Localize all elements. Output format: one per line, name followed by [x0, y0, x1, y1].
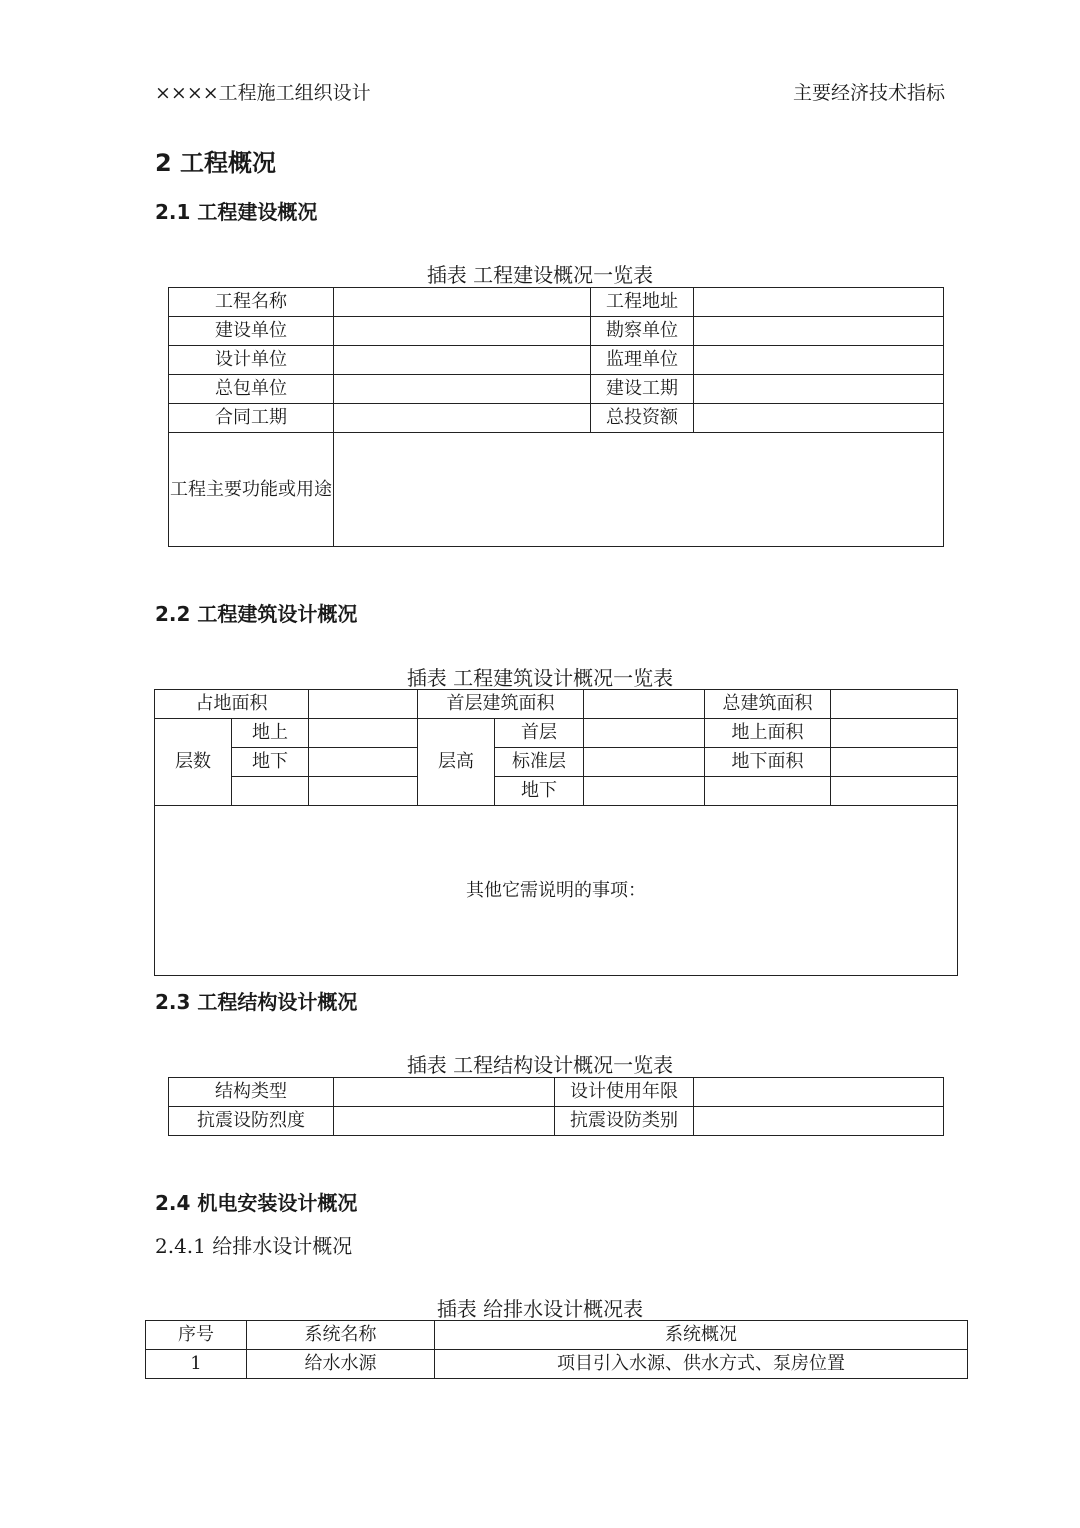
header-section: 主要经济技术指标: [793, 82, 946, 104]
cell-system-name: 给水水源: [247, 1350, 435, 1379]
label-land-area: 占地面积: [155, 690, 309, 719]
value-design-unit[interactable]: [334, 346, 591, 375]
table-3-caption: 插表 工程结构设计概况一览表: [406, 1053, 674, 1077]
value-below-area[interactable]: [831, 748, 958, 777]
value-height-standard[interactable]: [584, 748, 705, 777]
other-notes-label: 其他它需说明的事项：: [466, 879, 646, 901]
structure-table: [168, 1077, 944, 1136]
section-2-2-title: 2.2 工程建筑设计概况: [155, 602, 358, 626]
empty-cell[interactable]: [309, 777, 418, 806]
value-construction-unit[interactable]: [334, 317, 591, 346]
label-seismic-category: 抗震设防类别: [555, 1107, 694, 1136]
table-row: [169, 375, 944, 404]
value-total-investment[interactable]: [694, 404, 944, 433]
label-survey-unit: 勘察单位: [591, 317, 694, 346]
value-seismic-category[interactable]: [694, 1107, 944, 1136]
value-height-below[interactable]: [584, 777, 705, 806]
table-row: [155, 806, 958, 976]
label-below-area: 地下面积: [705, 748, 831, 777]
table-4-caption: 插表 给排水设计概况表: [436, 1297, 644, 1321]
label-supervision-unit: 监理单位: [591, 346, 694, 375]
label-floors: 层数: [155, 719, 232, 806]
label-total-investment: 总投资额: [591, 404, 694, 433]
value-project-address[interactable]: [694, 288, 944, 317]
table-row: [155, 777, 958, 806]
label-main-function: 工程主要功能或用途: [169, 433, 334, 547]
value-seismic-intensity[interactable]: [334, 1107, 555, 1136]
section-2-3-title: 2.3 工程结构设计概况: [155, 990, 358, 1014]
label-height-below: 地下: [495, 777, 584, 806]
empty-cell[interactable]: [705, 777, 831, 806]
label-height-standard: 标准层: [495, 748, 584, 777]
value-design-life[interactable]: [694, 1078, 944, 1107]
water-supply-table: [145, 1320, 968, 1379]
table-row: [169, 1078, 944, 1107]
value-structure-type[interactable]: [334, 1078, 555, 1107]
table-header-row: [146, 1321, 968, 1350]
label-project-name: 工程名称: [169, 288, 334, 317]
value-floors-below[interactable]: [309, 748, 418, 777]
value-general-contractor[interactable]: [334, 375, 591, 404]
label-general-contractor: 总包单位: [169, 375, 334, 404]
header-title: ××××工程施工组织设计: [155, 82, 371, 104]
label-floors-above: 地上: [232, 719, 309, 748]
label-structure-type: 结构类型: [169, 1078, 334, 1107]
label-design-unit: 设计单位: [169, 346, 334, 375]
empty-cell[interactable]: [831, 777, 958, 806]
table-row: [169, 317, 944, 346]
value-project-name[interactable]: [334, 288, 591, 317]
label-total-area: 总建筑面积: [705, 690, 831, 719]
table-row: [169, 1107, 944, 1136]
label-height-first: 首层: [495, 719, 584, 748]
col-header-system-overview: 系统概况: [435, 1321, 968, 1350]
table-row: [155, 748, 958, 777]
table-row: [155, 690, 958, 719]
label-construction-unit: 建设单位: [169, 317, 334, 346]
col-header-no: 序号: [146, 1321, 247, 1350]
cell-system-overview: 项目引入水源、供水方式、泵房位置: [435, 1350, 968, 1379]
table-2-caption: 插表 工程建筑设计概况一览表: [406, 666, 674, 690]
other-notes[interactable]: [155, 806, 958, 976]
value-height-first[interactable]: [584, 719, 705, 748]
label-construction-period: 建设工期: [591, 375, 694, 404]
table-row: [169, 433, 944, 547]
label-project-address: 工程地址: [591, 288, 694, 317]
label-above-area: 地上面积: [705, 719, 831, 748]
label-floors-below: 地下: [232, 748, 309, 777]
value-survey-unit[interactable]: [694, 317, 944, 346]
value-first-floor-area[interactable]: [584, 690, 705, 719]
table-row: [169, 288, 944, 317]
value-main-function[interactable]: [334, 433, 944, 547]
table-1-caption: 插表 工程建设概况一览表: [426, 263, 654, 287]
label-design-life: 设计使用年限: [555, 1078, 694, 1107]
label-contract-period: 合同工期: [169, 404, 334, 433]
col-header-system-name: 系统名称: [247, 1321, 435, 1350]
label-seismic-intensity: 抗震设防烈度: [169, 1107, 334, 1136]
value-construction-period[interactable]: [694, 375, 944, 404]
table-row: [146, 1350, 968, 1379]
cell-no: 1: [146, 1350, 247, 1379]
table-row: [169, 346, 944, 375]
label-floor-height: 层高: [418, 719, 495, 806]
table-row: [155, 719, 958, 748]
architecture-table: [154, 689, 958, 976]
value-land-area[interactable]: [309, 690, 418, 719]
value-above-area[interactable]: [831, 719, 958, 748]
section-2-1-title: 2.1 工程建设概况: [155, 200, 318, 224]
section-2-4-title: 2.4 机电安装设计概况: [155, 1191, 358, 1215]
value-total-area[interactable]: [831, 690, 958, 719]
label-first-floor-area: 首层建筑面积: [418, 690, 584, 719]
value-floors-above[interactable]: [309, 719, 418, 748]
section-2-title: 2 工程概况: [155, 149, 277, 177]
value-supervision-unit[interactable]: [694, 346, 944, 375]
empty-cell[interactable]: [232, 777, 309, 806]
table-row: [169, 404, 944, 433]
section-2-4-1-title: 2.4.1 给排水设计概况: [155, 1234, 353, 1258]
project-info-table: [168, 287, 944, 547]
value-contract-period[interactable]: [334, 404, 591, 433]
